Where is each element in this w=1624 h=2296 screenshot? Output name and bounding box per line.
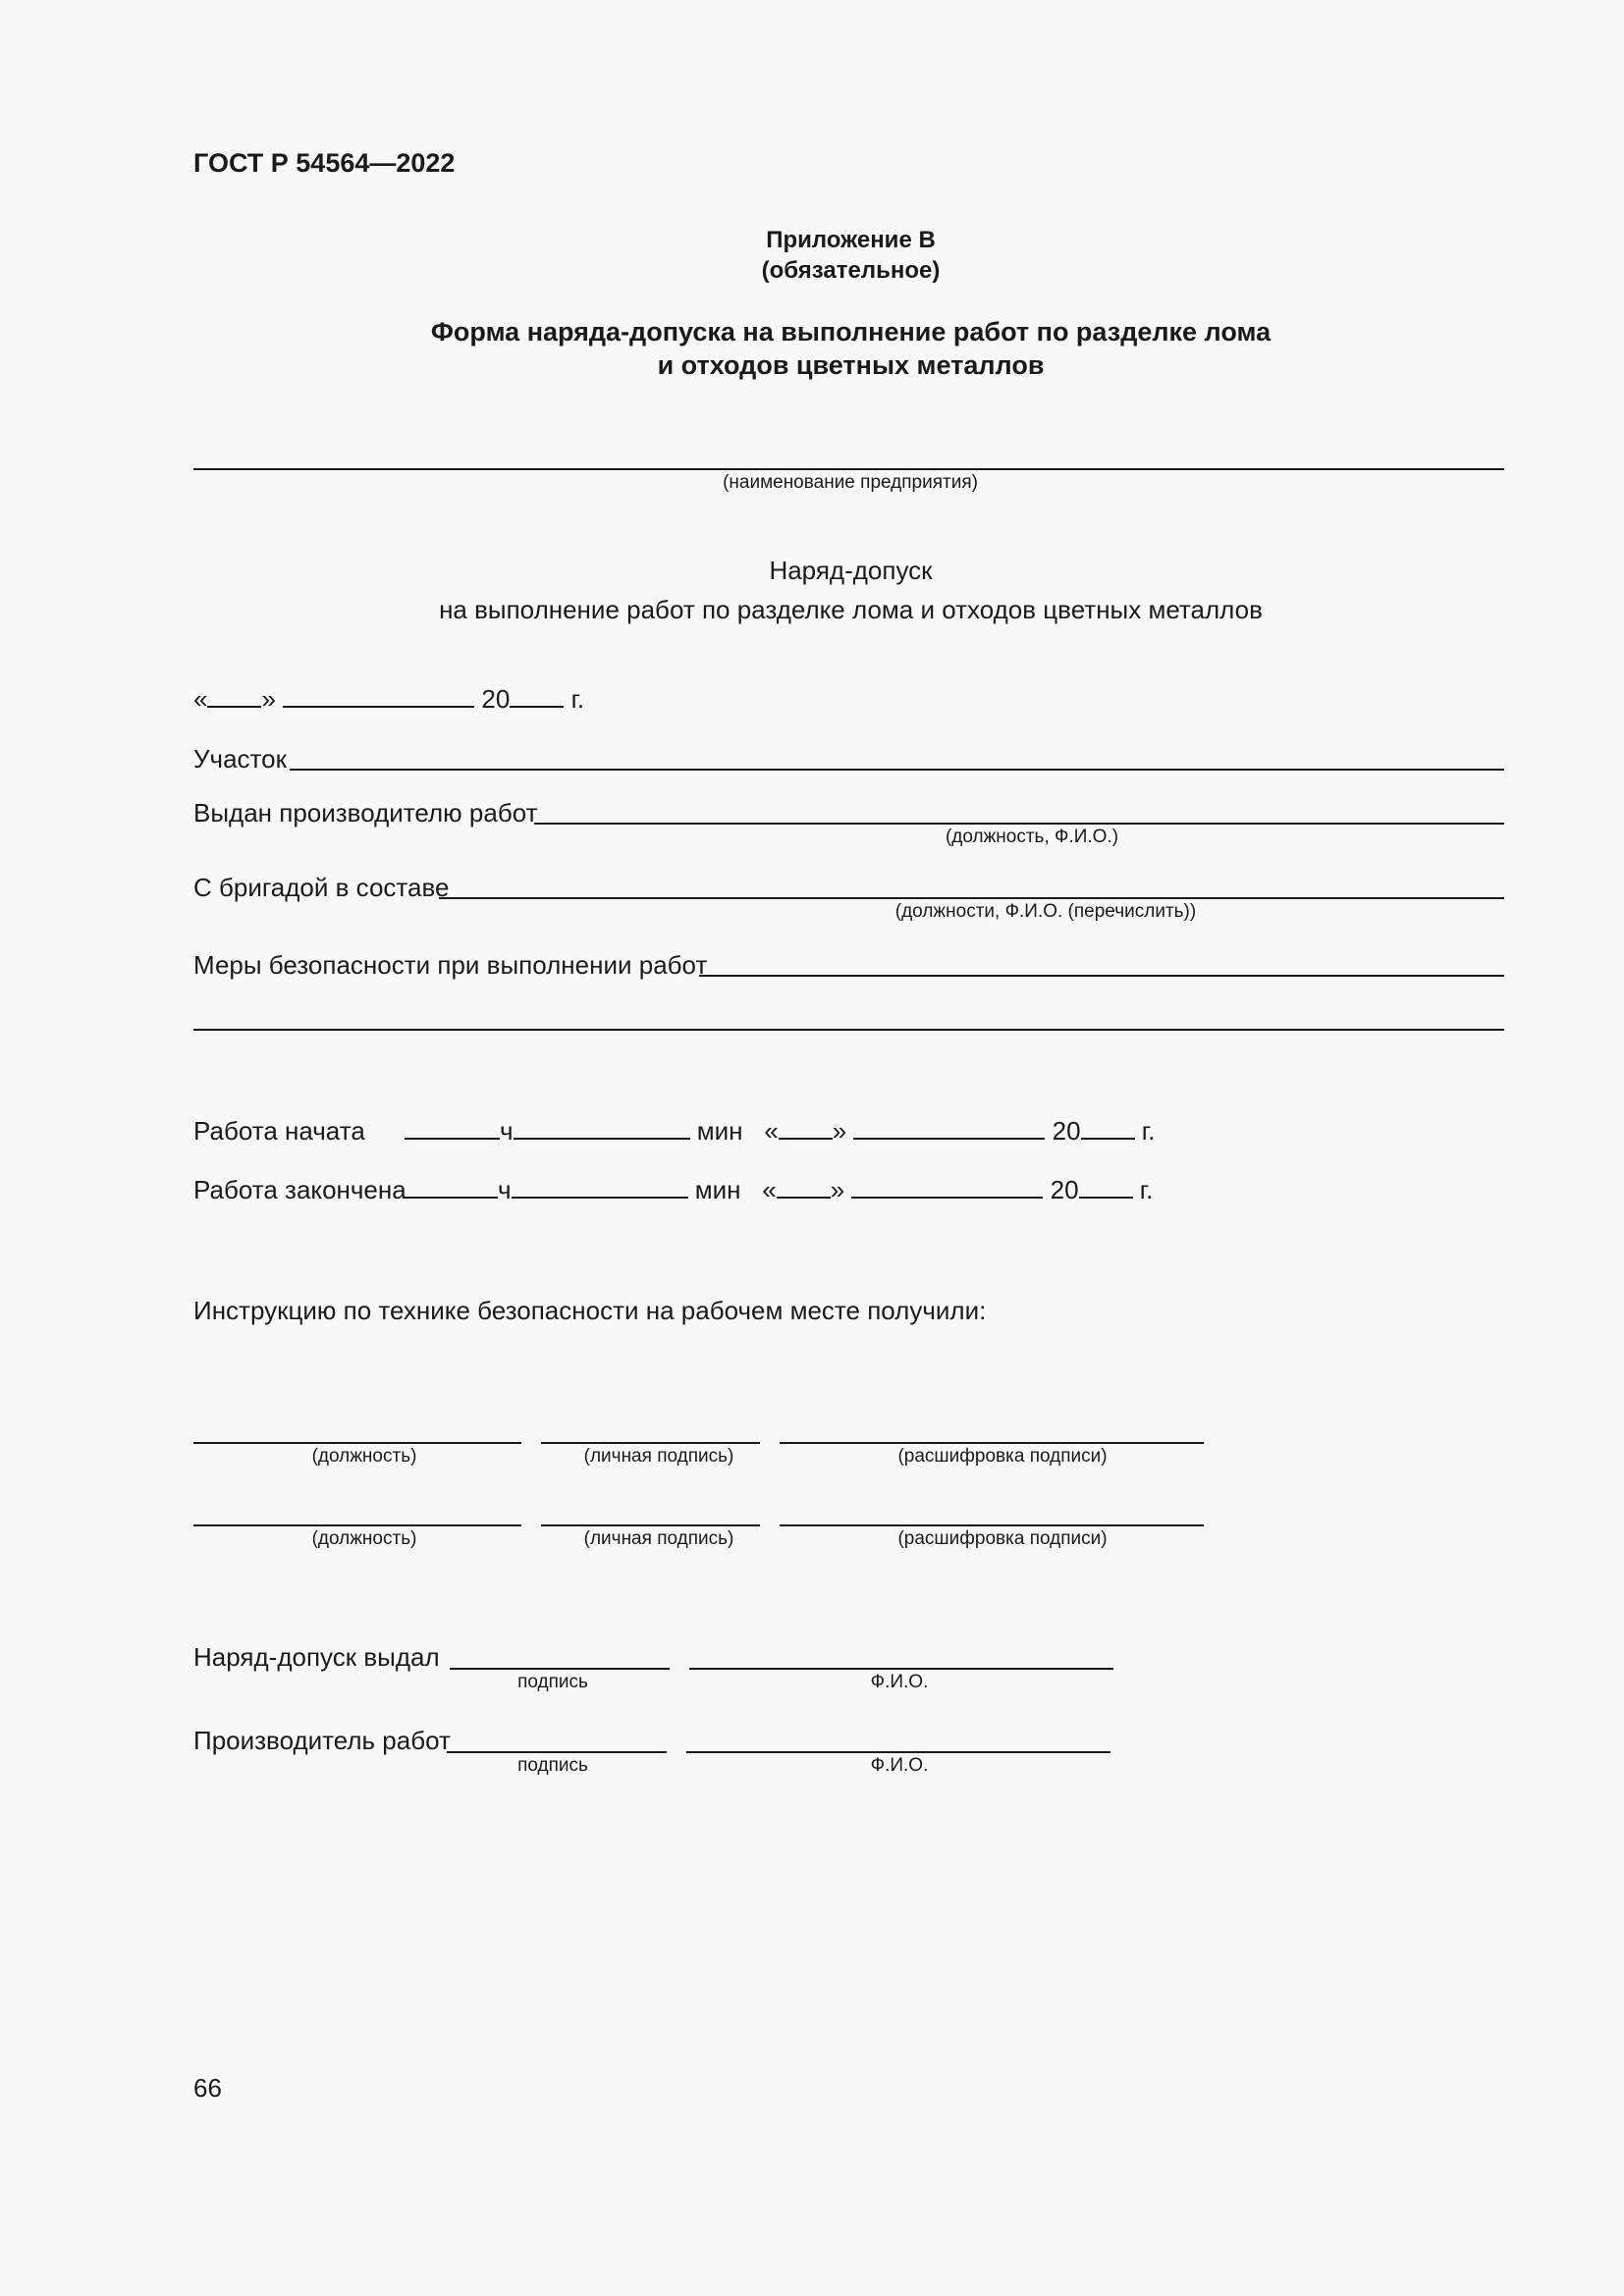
year-suffix: г.	[1141, 1116, 1156, 1146]
issued-by-name-caption: Ф.И.О.	[870, 1672, 929, 1692]
brigade-line[interactable]	[439, 897, 1504, 899]
issued-line[interactable]	[534, 823, 1504, 825]
work-started-row	[193, 1116, 1155, 1147]
permit-title: Наряд-допуск	[769, 556, 933, 585]
issued-caption: (должность, Ф.И.О.)	[945, 827, 1119, 847]
month-blank[interactable]	[283, 684, 474, 708]
position-line-2[interactable]	[193, 1524, 521, 1526]
enterprise-caption: (наименование предприятия)	[723, 472, 978, 493]
brigade-caption: (должности, Ф.И.О. (перечислить))	[894, 901, 1197, 922]
manager-signature-caption: подпись	[517, 1755, 588, 1776]
manager-name-caption: Ф.И.О.	[870, 1755, 929, 1776]
started-month-blank[interactable]	[853, 1116, 1045, 1140]
section-label: Участок	[193, 744, 287, 774]
year-prefix: 20	[481, 684, 511, 714]
appendix-status: (обязательное)	[761, 257, 941, 284]
day-blank[interactable]	[207, 684, 261, 708]
work-started-label: Работа начата	[193, 1116, 365, 1146]
started-hour-blank[interactable]	[405, 1116, 500, 1140]
signature-line-1[interactable]	[541, 1442, 760, 1444]
issued-by-label: Наряд-допуск выдал	[193, 1642, 440, 1672]
finished-min-blank[interactable]	[512, 1175, 688, 1199]
hour-unit: ч	[500, 1116, 514, 1146]
position-line-1[interactable]	[193, 1442, 521, 1444]
manager-name-line[interactable]	[686, 1751, 1110, 1753]
hour-unit: ч	[498, 1175, 512, 1204]
issued-by-signature-line[interactable]	[450, 1668, 670, 1670]
year-prefix: 20	[1050, 1175, 1079, 1204]
year-suffix: г.	[570, 684, 585, 714]
year-prefix: 20	[1052, 1116, 1081, 1146]
issued-by-signature-caption: подпись	[517, 1672, 588, 1692]
decoding-caption-1: (расшифровка подписи)	[897, 1446, 1108, 1467]
issued-label: Выдан производителю работ	[193, 798, 538, 828]
year-blank[interactable]	[510, 684, 564, 708]
finished-year-blank[interactable]	[1079, 1175, 1133, 1199]
started-day-blank[interactable]	[779, 1116, 833, 1140]
instruction-text: Инструкцию по технике безопасности на рабочем месте получили:	[193, 1296, 987, 1325]
open-quote: «	[762, 1175, 777, 1204]
manager-signature-line[interactable]	[447, 1751, 667, 1753]
started-min-blank[interactable]	[514, 1116, 690, 1140]
manager-label: Производитель работ	[193, 1726, 451, 1755]
work-finished-label: Работа закончена	[193, 1175, 406, 1204]
finished-day-blank[interactable]	[777, 1175, 831, 1199]
safety-line-1[interactable]	[699, 975, 1504, 977]
open-quote: «	[193, 684, 208, 714]
signature-caption-2: (личная подпись)	[583, 1528, 734, 1549]
section-line[interactable]	[290, 769, 1504, 771]
appendix-title: Приложение В	[766, 227, 936, 253]
permit-subtitle: на выполнение работ по разделке лома и отходов цветных металлов	[439, 595, 1263, 624]
min-unit: мин	[694, 1175, 741, 1204]
finished-month-blank[interactable]	[851, 1175, 1043, 1199]
position-caption-2: (должность)	[311, 1528, 417, 1549]
started-year-blank[interactable]	[1081, 1116, 1135, 1140]
open-quote: «	[764, 1116, 779, 1146]
decoding-caption-2: (расшифровка подписи)	[897, 1528, 1108, 1549]
decoding-line-1[interactable]	[780, 1442, 1204, 1444]
page-number: 66	[193, 2073, 222, 2103]
brigade-label: С бригадой в составе	[193, 873, 450, 902]
enterprise-line[interactable]	[193, 468, 1504, 470]
close-quote: »	[261, 684, 276, 714]
issued-by-name-line[interactable]	[689, 1668, 1113, 1670]
standard-id: ГОСТ Р 54564—2022	[193, 148, 456, 178]
year-suffix: г.	[1139, 1175, 1154, 1204]
decoding-line-2[interactable]	[780, 1524, 1204, 1526]
close-quote: »	[832, 1116, 847, 1146]
date-row	[193, 684, 584, 715]
appendix-heading-line1: Форма наряда-допуска на выполнение работ по разделке лома	[430, 317, 1272, 347]
work-finished-row	[193, 1175, 1153, 1205]
min-unit: мин	[696, 1116, 743, 1146]
appendix-heading-line2: и отходов цветных металлов	[657, 350, 1045, 380]
safety-line-2[interactable]	[193, 1029, 1504, 1031]
safety-label: Меры безопасности при выполнении работ	[193, 950, 708, 980]
signature-caption-1: (личная подпись)	[583, 1446, 734, 1467]
finished-hour-blank[interactable]	[403, 1175, 498, 1199]
signature-line-2[interactable]	[541, 1524, 760, 1526]
position-caption-1: (должность)	[311, 1446, 417, 1467]
close-quote: »	[830, 1175, 845, 1204]
